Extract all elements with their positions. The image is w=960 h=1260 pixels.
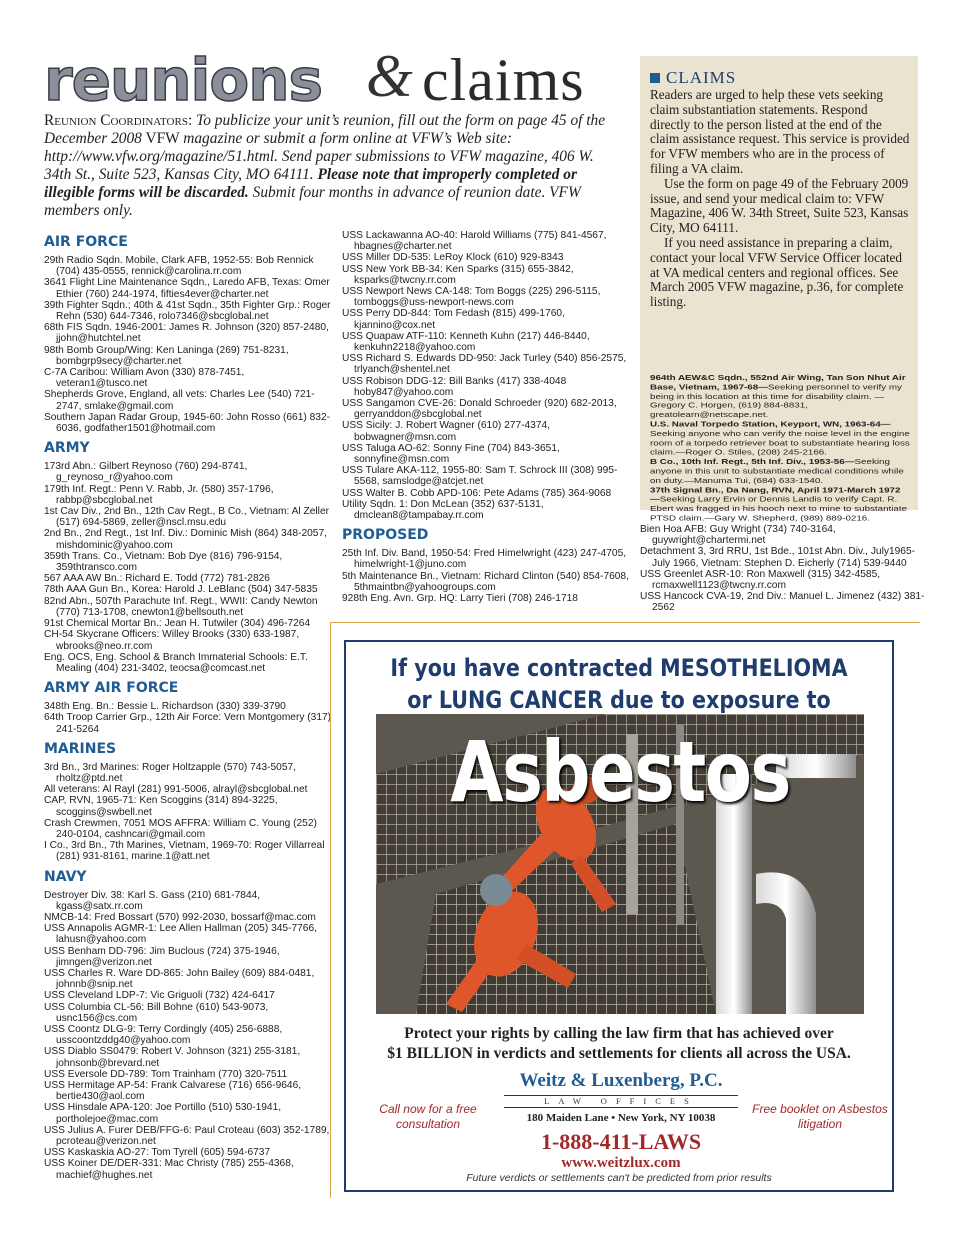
claim-details: Seeking anyone in this unit to substantiate medical conditions while on duty.—Manuma Tui, (684) 633-1540. (650, 457, 904, 486)
reunion-listing: USS Cleveland LDP-7: Vic Griguoli (732) 424-6417 (44, 990, 275, 1002)
reunion-listing: CAP, RVN, 1965-71: Ken Scoggins (314) 894-3225, scoggins@swbell.net (44, 795, 278, 818)
reunion-listing: USS Tulare AKA-112, 1955-80: Sam T. Schrock III (308) 995-5568, samslodge@atcjet.net (342, 465, 618, 488)
reunion-listing: USS Benham DD-796: Jim Buclous (724) 375-1946, jimngen@verizon.net (44, 945, 280, 968)
ad-asbestos-title: Asbestos (450, 723, 790, 821)
reunion-listing: 2nd Bn., 2nd Regt., 1st Inf. Div.: Dominic Mish (864) 348-2057, mishdominic@yahoo.com (44, 528, 327, 551)
reunion-listing: 5th Maintenance Bn., Vietnam: Richard Clinton (540) 854-7608, 5thmaintbn@yahoogroups.com (342, 570, 629, 593)
reunion-listing: USS Hermitage AP-54: Frank Calvarese (716) 656-9646, bertie430@aol.com (44, 1080, 302, 1103)
claim-request (650, 486, 910, 523)
reunion-listing: CH-54 Skycrane Officers: Willey Brooks (330) 633-1987, wbrooks@neo.rr.com (44, 629, 300, 652)
claim-request (650, 373, 910, 420)
reunion-listing: USS Kaskaskia AO-27: Tom Tyrell (605) 594-6737 (44, 1147, 271, 1159)
reunion-listing: USS Miller DD-535: LeRoy Klock (610) 929-8343 (342, 252, 564, 264)
reunion-listing: 359th Trans. Co., Vietnam: Bob Dye (816) 796-9154, 359thtransco.com (44, 550, 283, 574)
reunion-listing: I Co., 3rd Bn., 7th Marines, Vietnam, 1969-70: Roger Villarreal (281) 931-8161, marine.1@att.net (44, 840, 325, 863)
claim-request (650, 458, 910, 486)
reunion-listing: 98th Bomb Group/Wing: Ken Laninga (269) 751-8231, bombgrp9secy@charter.net (44, 344, 289, 367)
reunions-column-3 (640, 524, 925, 614)
section-heading: AIR FORCE (44, 234, 128, 250)
reunion-listing: USS Annapolis AGMR-1: Lee Allen Hallman (205) 345-7766, lahusn@yahoo.com (44, 923, 317, 946)
section-heading: PROPOSED (342, 527, 429, 544)
claim-details: Seeking anyone who can verify the noise level in the engine room of a torpedo retriever boat to substantiate hearing loss claim.—Roger O. Stiles, (208) 245-2166. (650, 429, 910, 458)
reunion-listing: USS Eversole DD-789: Tom Trainham (770) 320-7511 (44, 1068, 288, 1080)
reunion-listing: USS New York BB-34: Ken Sparks (315) 655-3842, ksparks@twcny.rr.com (342, 263, 574, 286)
reunion-listing: USS Lackawanna AO-40: Harold Williams (775) 841-4567, hbagnes@charter.net (342, 230, 607, 253)
ad-website-link[interactable]: www.weitzlux.com (561, 1155, 681, 1171)
reunion-listing: USS Robison DDG-12: Bill Banks (417) 338-4048 hoby847@yahoo.com (342, 375, 567, 398)
reunion-listing: 25th Inf. Div. Band, 1950-54: Fred Himelwright (423) 247-4705, himelwright-1@juno.com (342, 548, 627, 571)
reunion-listing: C-7A Caribou: William Avon (330) 878-7451, veteran1@tusco.net (44, 367, 245, 390)
reunion-listing: Southern Japan Radar Group, 1945-60: John Rosso (661) 832-6036, godfather1501@hotmail.com (44, 411, 330, 435)
ad-protect-line-2: $1 BILLION in verdicts and settlements for clients all across the USA. (387, 1045, 851, 1062)
reunion-listing: USS Hinsdale APA-120: Joe Portillo (510) 530-1941, portholejoe@mac.com (44, 1102, 282, 1125)
reunion-listing: USS Taluga AO-62: Sonny Fine (704) 843-3651, sonnyfine@msn.com (342, 442, 560, 466)
reunion-listing: 91st Chemical Mortar Bn.: Jean H. Tutwiler (304) 496-7264 (44, 618, 311, 630)
section-heading: NAVY (44, 868, 87, 885)
reunion-listing: 179th Inf. Regt.: Penn V. Rabb, Jr. (580) 357-1796, rabbp@sbcglobal.net (44, 483, 274, 506)
claim-unit: 964th AEW&C Sqdn., 552nd Air Wing, Tan Son Nhut Air Base, Vietnam, 1967-68— (650, 373, 906, 392)
reunion-listing: 64th Troop Carrier Grp., 12th Air Force: Vern Montgomery (317) 241-5264 (44, 712, 332, 735)
reunion-listing: 567 AAA AW Bn.: Richard E. Todd (772) 781-2826 (44, 573, 270, 585)
reunion-listing: USS Charles R. Ware DD-865: John Bailey (609) 884-0481, johnnb@snip.net (44, 967, 315, 991)
masthead-claims: claims (422, 47, 585, 113)
claims-intro (650, 88, 910, 310)
intro-lead: Reunion Coordinators: (44, 112, 193, 129)
masthead-ampersand: & (366, 43, 413, 109)
claim-request (650, 420, 910, 457)
reunion-listing: USS Hancock CVA-19, 2nd Div.: Manuel L. Jimenez (432) 381-2562 (640, 591, 925, 614)
ad-protect-text (346, 1024, 892, 1064)
section-heading: MARINES (44, 740, 117, 757)
claim-details: Seeking personnel to verify my being in this location at this time for disability claim. —Gregory C. Horgen, (619) 884-8831, greatolearn@netscape.net. (650, 382, 902, 420)
reunion-listing: 78th AAA Gun Bn., Korea: Harold J. LeBlanc (504) 347-5835 (44, 584, 318, 596)
reunion-listing: 1st Cav Div., 2nd Bn., 12th Cav Regt., B Co., Vietnam: Al Zeller (517) 694-5869, zeller@nscl.msu.edu (44, 506, 329, 529)
ad-firm-sub: LAW OFFICES (504, 1095, 738, 1108)
reunion-listing: USS Quapaw ATF-110: Kenneth Kuhn (217) 446-8440, kenkuhn2218@yahoo.com (342, 330, 590, 354)
claims-paragraph: If you need assistance in preparing a claim, contact your local VFW Service Officer located at VA medical centers and regional offices. See March 2005 VFW magazine, p.36, for complete listing. (650, 234, 904, 310)
reunion-listing: Destroyer Div. 38: Karl S. Gass (210) 681-7844, kgass@satx.rr.com (44, 889, 261, 912)
reunion-listing: All veterans: Al Rayl (281) 991-5006, alrayl@sbcglobal.net (44, 784, 308, 796)
claims-heading-text: CLAIMS (666, 68, 737, 87)
intro-warning: Please note that improperly completed or illegible forms will be discarded. (44, 166, 577, 201)
ad-phone-number[interactable]: 1-888-411-LAWS (540, 1129, 702, 1154)
reunion-listing: Utility Sqdn. 1: Don McLean (352) 637-5131, dmclean8@tampabay.rr.com (342, 498, 544, 522)
reunion-listing: 928th Eng. Avn. Grp. HQ: Larry Tieri (708) 246-1718 (342, 593, 578, 605)
intro-text-2: VFW (145, 130, 180, 147)
ad-headline-line-2: or LUNG CANCER due to exposure to (407, 686, 831, 714)
reunion-listing: USS Sicily: J. Robert Wagner (610) 277-4374, bobwagner@msn.com (342, 420, 550, 443)
claim-unit: B Co., 10th Inf. Regt., 5th Inf. Div., 1953-56— (650, 457, 855, 467)
claims-box (640, 56, 918, 523)
reunion-listing: USS Columbia CL-56: Bill Bohne (610) 543-9073, usnc156@cs.com (44, 1001, 269, 1024)
ad-industrial-photo (376, 714, 864, 1014)
claims-requests (650, 373, 910, 523)
ad-protect-line-1: Protect your rights by calling the law firm that has achieved over (404, 1025, 834, 1042)
ad-headline-line-1: If you have contracted MESOTHELIOMA (390, 654, 848, 682)
ad-law-firm-block (496, 1070, 746, 1172)
ad-disclaimer: Future verdicts or settlements can't be predicted from prior results (466, 1172, 772, 1184)
intro-text-1: To publicize your unit’s reunion, fill out the form on page 45 of the December 2008 (44, 112, 606, 147)
reunion-listing: USS Newport News CA-148: Tom Boggs (225) 296-5115, tomboggs@uss-newport-news.com (342, 286, 601, 309)
reunion-listing: USS Walter B. Cobb APD-106: Pete Adams (785) 364-9068 (342, 487, 612, 499)
reunion-listing: USS Greenlet ASR-10: Ron Maxwell (315) 342-4585, rcmaxwell1123@twcny.rr.com (640, 568, 881, 592)
claims-heading (650, 68, 736, 88)
claim-details: Seeking Larry Ervin or Dennis Landis to verify Capt. R. Ebert was fragged in his hooch next to mine to substantiate PTSD claim.—Gary W. Shepherd, (989) 889-0216. (650, 495, 908, 523)
reunion-listing: 348th Eng. Bn.: Bessie L. Richardson (330) 339-3790 (44, 701, 286, 713)
asbestos-advertisement (344, 640, 894, 1192)
reunion-listing: 3rd Bn., 3rd Marines: Roger Holtzapple (570) 743-5057, rholtz@ptd.net (44, 761, 296, 784)
reunions-column-2 (342, 230, 632, 604)
ad-headline (384, 652, 854, 716)
reunion-listing: Bien Hoa AFB: Guy Wright (734) 740-3164, guywright@chartermi.net (640, 524, 836, 547)
reunion-listing: USS Koiner DE/DER-331: Mac Christy (785) 255-4368, machief@hughes.net (44, 1158, 294, 1181)
claims-paragraph: Use the form on page 49 of the February 2009 issue, and send your medical claim to: VFW Magazine, 406 W. 34th Street, Suite 523, Kansas City, MO 64111. (650, 175, 909, 236)
reunion-listing: 173rd Abn.: Gilbert Reynoso (760) 294-8741, g_reynoso_r@yahoo.com (44, 461, 248, 484)
intro-text-4: Submit four months in advance of reunion date. VFW members only. (44, 184, 581, 219)
reunion-listing: 29th Radio Sqdn. Mobile, Clark AFB, 1952-55: Bob Rennick (704) 435-0555, rennick@carolina.rr.com (44, 255, 314, 278)
reunion-listing: USS Julius A. Furer DEB/FFG-6: Paul Croteau (603) 352-1789, pcroteau@verizon.net (44, 1124, 330, 1148)
reunion-listing: Crash Crewmen, 7051 MOS AFFRA: William C. Young (252) 240-0104, cashncari@gmail.com (44, 817, 317, 840)
reunion-listing: USS Sangamon CVE-26: Donald Schroeder (920) 682-2013, gerryanddon@sbcglobal.net (342, 398, 617, 421)
square-bullet-icon (650, 73, 660, 83)
ad-firm-name: Weitz & Luxenberg, P.C. (519, 1070, 723, 1091)
reunion-listing: USS Perry DD-844: Tom Fedash (815) 499-1760, kjannino@cox.net (342, 308, 565, 331)
reunion-listing: USS Coontz DLG-9: Terry Cordingly (405) 256-6888, usscoontzddg40@yahoo.com (44, 1023, 283, 1047)
ad-free-consultation-note: Call now for a free consultation (379, 1102, 477, 1131)
reunion-listing: 82nd Abn., 507th Parachute Inf. Regt., WWII: Candy Newton (770) 713-1708, cnewton1@bellsouth.net (44, 595, 318, 618)
masthead-reunions: reunions (44, 46, 323, 114)
reunion-listing: Shepherds Grove, England, all vets: Charles Lee (540) 721-2747, smlake@gmail.com (44, 389, 315, 412)
ad-firm-address: 180 Maiden Lane • New York, NY 10038 (526, 1112, 716, 1124)
reunion-listing: USS Diablo SS0479: Robert V. Johnson (321) 255-3181, johnsonb@brevard.net (44, 1046, 301, 1069)
claims-paragraph: Readers are urged to help these vets seeking claim substantiation statements. Respond directly to the person listed at the end of the claim assistance request. This service is provided for VFW members who are in the process of filing a VA claim. (650, 87, 910, 176)
reunion-listing: Eng. OCS, Eng. School & Branch Immaterial Schools: E.T. Mealing (404) 231-3402, teocsa@comcast.net (44, 651, 308, 674)
section-heading: ARMY AIR FORCE (44, 680, 179, 697)
reunion-listing: 39th Fighter Sqdn.; 40th & 41st Sqdn., 35th Fighter Grp.: Roger Rehn (530) 644-7346, rolo7346@sbcglobal.net (44, 299, 331, 323)
masthead (44, 43, 624, 114)
ad-free-booklet-note: Free booklet on Asbestos litigation (752, 1102, 888, 1131)
reunions-column-1 (44, 228, 334, 1181)
intro-paragraph (44, 112, 619, 220)
reunion-listing: NMCB-14: Fred Bossart (570) 992-2030, bossarf@mac.com (44, 911, 316, 923)
claim-unit: 37th Signal Bn., Da Nang, RVN, April 1971-March 1972— (650, 485, 901, 504)
reunion-listing: Detachment 3, 3rd RRU, 1st Bde., 101st Abn. Div., July1965-July 1966, Vietnam: Stephen D. Eicherly (714) 539-9440 (640, 546, 916, 569)
intro-text-3: magazine or submit a form online at VFW’s Web site: http://www.vfw.org/magazine/51.html. Send paper submissions to VFW magazine, 406 W. 34th St., Suite 523, Kansas City, MO 64111. (44, 130, 594, 183)
reunion-listing: USS Richard S. Edwards DD-950: Jack Turley (540) 856-2575, trlyanch@shentel.net (342, 353, 627, 376)
claim-unit: U.S. Naval Torpedo Station, Keyport, WN, 1963-64— (650, 420, 891, 430)
reunion-listing: 68th FIS Sqdn. 1946-2001: James R. Johnson (320) 857-2480, jjohn@hutchtel.net (44, 322, 329, 345)
reunion-listing: 3641 Flight Line Maintenance Sqdn., Laredo AFB, Texas: Omer Ethier (760) 244-1974, fifties4ever@charter.net (44, 277, 330, 300)
section-heading: ARMY (44, 440, 90, 457)
